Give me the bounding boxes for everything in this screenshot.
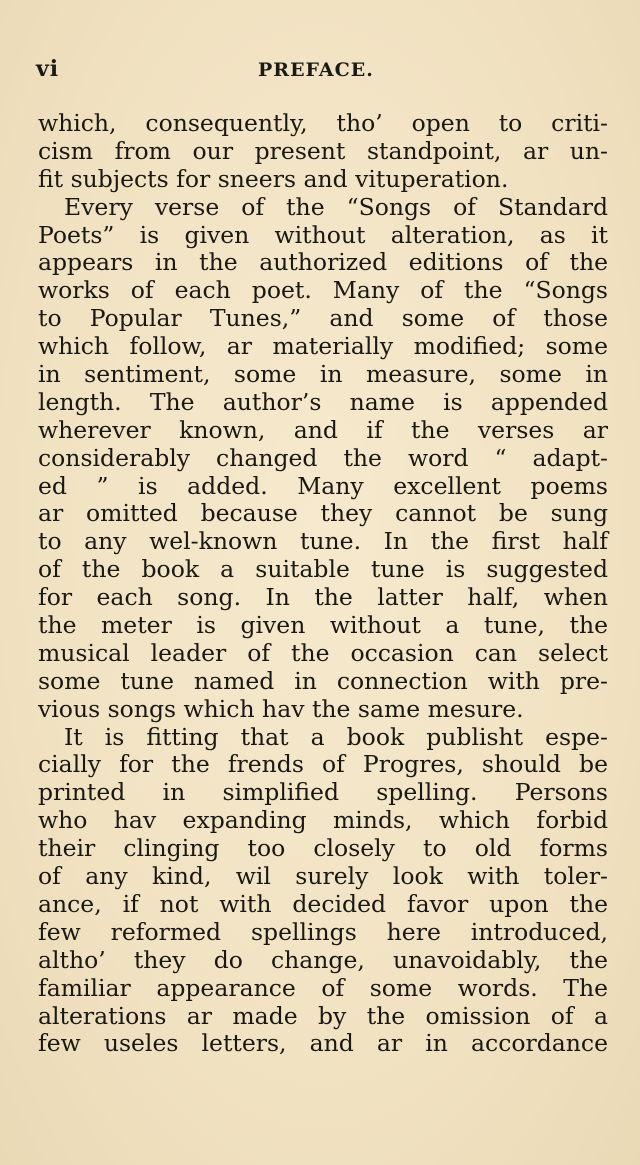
text-line: some tune named in connection with pre- — [38, 666, 608, 695]
text-line: musical leader of the occasion can select — [38, 638, 608, 667]
text-line: ar omitted because they cannot be sung — [38, 499, 608, 528]
text-line: who hav expanding minds, which forbid — [38, 806, 608, 835]
text-line: considerably changed the word “ adapt- — [38, 443, 608, 472]
text-line: length. The author’s name is appended — [38, 387, 608, 416]
text-line: familiar appearance of some words. The — [38, 973, 608, 1002]
text-line: cism from our present standpoint, ar un- — [38, 136, 608, 165]
text-line: few reformed spellings here introduced, — [38, 917, 608, 946]
text-line: to any wel-known tune. In the first half — [38, 527, 608, 556]
text-line: their clinging too closely to old forms — [38, 834, 608, 863]
page-number: vi — [36, 56, 60, 82]
text-line: vious songs which hav the same mesure. — [38, 694, 524, 723]
text-line: cially for the frends of Progres, should be — [38, 750, 608, 779]
text-line: works of each poet. Many of the “Songs — [38, 276, 608, 305]
preface-body — [38, 110, 608, 1058]
text-line: appears in the authorized editions of the — [38, 248, 608, 277]
text-line: wherever known, and if the verses ar — [38, 415, 608, 444]
text-line: few useles letters, and ar in accordance — [38, 1029, 608, 1058]
paragraph-start-line: It is fitting that a book publisht espe- — [64, 722, 608, 751]
running-title: PREFACE. — [258, 59, 374, 81]
text-line: which follow, ar materially modified; some — [38, 332, 608, 361]
paragraph-start-line: Every verse of the “Songs of Standard — [64, 192, 608, 221]
page-header — [0, 56, 640, 86]
text-line: which, consequently, tho’ open to criti- — [38, 109, 608, 137]
text-line: in sentiment, some in measure, some in — [38, 360, 608, 389]
text-line: for each song. In the latter half, when — [38, 583, 608, 612]
text-line: fit subjects for sneers and vituperation. — [38, 164, 509, 193]
text-line: the meter is given without a tune, the — [38, 611, 608, 640]
text-line: of any kind, wil surely look with toler- — [38, 862, 608, 891]
text-line: printed in simplified spelling. Persons — [38, 778, 608, 807]
text-line: of the book a suitable tune is suggested — [38, 555, 608, 584]
text-line: Poets” is given without alteration, as it — [38, 220, 608, 249]
text-line: ed ” is added. Many excellent poems — [38, 471, 608, 500]
text-line: alterations ar made by the omission of a — [38, 1001, 608, 1030]
text-line: ance, if not with decided favor upon the — [38, 889, 608, 918]
text-line: altho’ they do change, unavoidably, the — [38, 945, 608, 974]
text-line: to Popular Tunes,” and some of those — [38, 304, 608, 333]
